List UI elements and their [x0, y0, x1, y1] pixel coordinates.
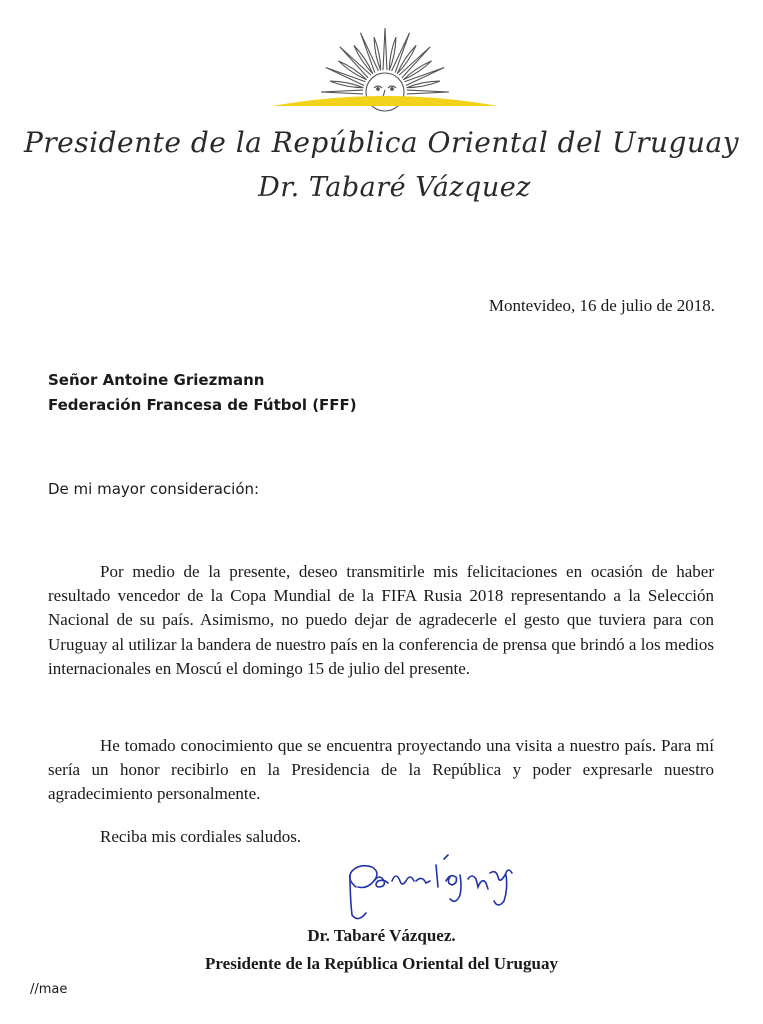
sun-ray [330, 81, 363, 88]
signer-name: Dr. Tabaré Vázquez. [307, 926, 456, 945]
recipient-organization: Federación Francesa de Fútbol (FFF) [48, 396, 357, 414]
sun-ray [383, 28, 387, 70]
recipient-name: Señor Antoine Griezmann [48, 371, 265, 389]
letterhead-title: Presidente de la República Oriental del Uruguay [23, 126, 740, 159]
sun-ray [389, 37, 396, 70]
closing: Reciba mis cordiales saludos. [100, 827, 302, 846]
sun-ray [374, 37, 381, 70]
sun-of-may-icon [270, 20, 500, 112]
letterhead-name: Dr. Tabaré Vázquez [258, 172, 531, 203]
sun-ray [321, 90, 363, 94]
body-paragraph: Por medio de la presente, deseo transmitirle mis felicitaciones en ocasión de haber resultado vencedor de la Copa Mundial de la FIFA Rusia 2018 representando a la Selección Nacional de su país. Asimismo, no puedo dejar de agradecerle el gesto que tuviera para con Uruguay al utilizar la bandera de nuestro país en la conferencia de prensa que brindó a los medios internacionales en Moscú el domingo 15 de julio del presente. [48, 562, 714, 678]
sun-ray [399, 47, 430, 78]
sun-ray [407, 90, 449, 94]
signature-icon [328, 845, 528, 925]
sun-ray [407, 81, 440, 88]
letter-date: Montevideo, 16 de julio de 2018. [488, 296, 715, 315]
salutation: De mi mayor consideración: [48, 480, 260, 498]
signer-title: Presidente de la República Oriental del Uruguay [205, 954, 558, 973]
reference-initials: //mae [30, 982, 68, 997]
body-paragraph: He tomado conocimiento que se encuentra proyectando una visita a nuestro país. Para mí sería un honor recibirlo en la Presidencia de la República y poder expresarle nuestro agradecimiento personalmente. [48, 736, 714, 804]
sun-ray [340, 47, 371, 78]
